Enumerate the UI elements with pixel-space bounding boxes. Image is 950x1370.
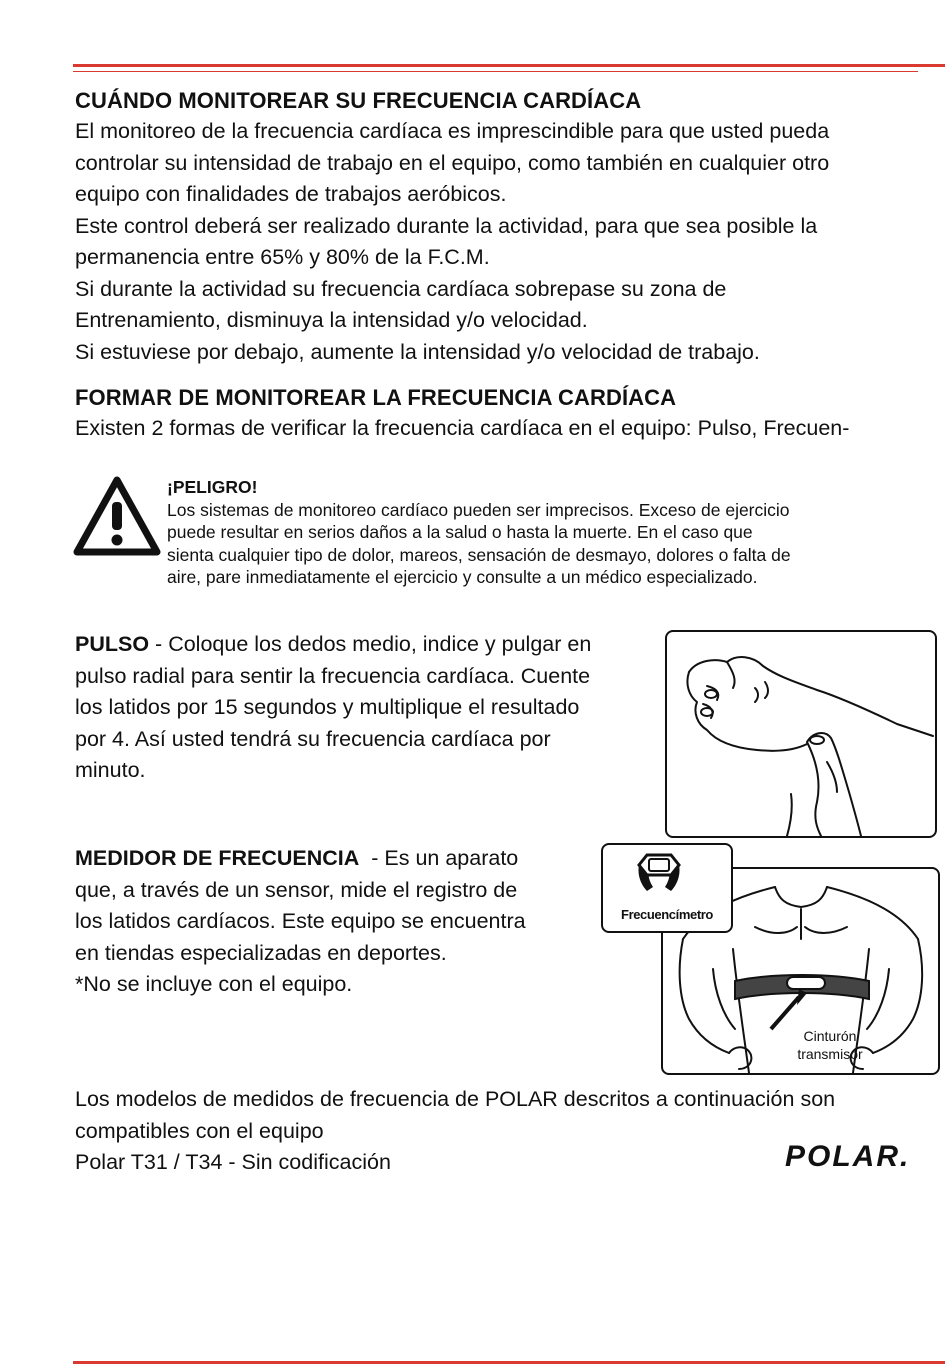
pulse-separator: -	[149, 632, 169, 656]
pulse-line: pulso radial para sentir la frecuencia cardíaca. Cuente	[75, 663, 591, 688]
section1-line: Si estuviese por debajo, aumente la intensidad y/o velocidad de trabajo.	[75, 339, 760, 364]
section1-line: Este control deberá ser realizado durante la actividad, para que sea posible la	[75, 213, 818, 238]
warning-line: Los sistemas de monitoreo cardíaco pueden ser imprecisos. Exceso de ejercicio	[167, 499, 790, 520]
warning-title: ¡PELIGRO!	[167, 477, 258, 497]
warning-line: sienta cualquier tipo de dolor, mareos, sensación de desmayo, dolores o falta de	[167, 544, 791, 565]
pulse-line: por 4. Así usted tendrá su frecuencia cardíaca por	[75, 726, 551, 751]
meter-line: que, a través de un sensor, mide el registro de	[75, 877, 518, 902]
warning-triangle-icon	[71, 474, 163, 560]
meter-first-line-rest: Es un aparato	[384, 846, 519, 870]
meter-label: MEDIDOR DE FRECUENCIA	[75, 846, 360, 870]
section1-line: Entrenamiento, disminuya la intensidad y/o velocidad.	[75, 308, 588, 332]
polar-logo: POLAR.	[785, 1140, 911, 1173]
wrist-pulse-drawing	[667, 632, 935, 836]
meter-paragraph	[75, 843, 526, 1001]
meter-line: *No se incluye con el equipo.	[75, 972, 353, 996]
section2-line: Existen 2 formas de verificar la frecuencia cardíaca en el equipo: Pulso, Frecuen-	[75, 416, 850, 440]
meter-line: en tiendas especializadas en deportes.	[75, 940, 447, 965]
watch-illustration	[601, 843, 733, 933]
section1-line: controlar su intensidad de trabajo en el equipo, como también en cualquier otro	[75, 150, 830, 175]
section1-line: equipo con finalidades de trabajos aeróbicos.	[75, 182, 507, 206]
top-rule	[73, 64, 945, 67]
meter-first-line	[75, 843, 526, 875]
section1-line: El monitoreo de la frecuencia cardíaca es imprescindible para que usted pueda	[75, 119, 830, 143]
belt-label-line: transmisor	[797, 1046, 863, 1062]
pulse-paragraph	[75, 629, 591, 787]
warning-line: aire, pare inmediatamente el ejercicio y consulte a un médico especializado.	[167, 567, 758, 587]
polar-line: Polar T31 / T34 - Sin codificación	[75, 1150, 391, 1174]
bottom-rule	[73, 1361, 945, 1364]
watch-label: Frecuencímetro	[621, 907, 713, 922]
polar-line: Los modelos de medidos de frecuencia de POLAR descritos a continuación son	[75, 1087, 836, 1111]
polar-paragraph	[75, 1084, 835, 1179]
belt-label-line: Cinturón	[803, 1028, 857, 1044]
polar-line: compatibles con el equipo	[75, 1118, 324, 1143]
section2-heading: FORMAR DE MONITOREAR LA FRECUENCIA CARDÍACA	[75, 385, 677, 410]
meter-line: los latidos cardíacos. Este equipo se encuentra	[75, 909, 526, 933]
pulse-illustration	[665, 630, 937, 838]
pulse-first-line-rest: Coloque los dedos medio, indice y pulgar en	[168, 632, 592, 656]
warning-line: puede resultar en serios daños a la salud o hasta la muerte. En el caso que	[167, 522, 753, 542]
pulse-line: los latidos por 15 segundos y multiplique el resultado	[75, 695, 580, 719]
section1-paragraph	[75, 116, 829, 368]
belt-label	[785, 1027, 875, 1063]
section1-line: Si durante la actividad su frecuencia cardíaca sobrepase su zona de	[75, 276, 727, 301]
section1-line: permanencia entre 65% y 80% de la F.C.M.	[75, 245, 490, 269]
warning-text	[167, 476, 791, 589]
pulse-line: minuto.	[75, 758, 146, 782]
top-rule-thin	[73, 71, 918, 72]
pulse-first-line	[75, 629, 591, 661]
section1-heading: CUÁNDO MONITOREAR SU FRECUENCIA CARDÍACA	[75, 88, 642, 113]
meter-separator: -	[359, 846, 385, 870]
pulse-label: PULSO	[75, 632, 150, 656]
